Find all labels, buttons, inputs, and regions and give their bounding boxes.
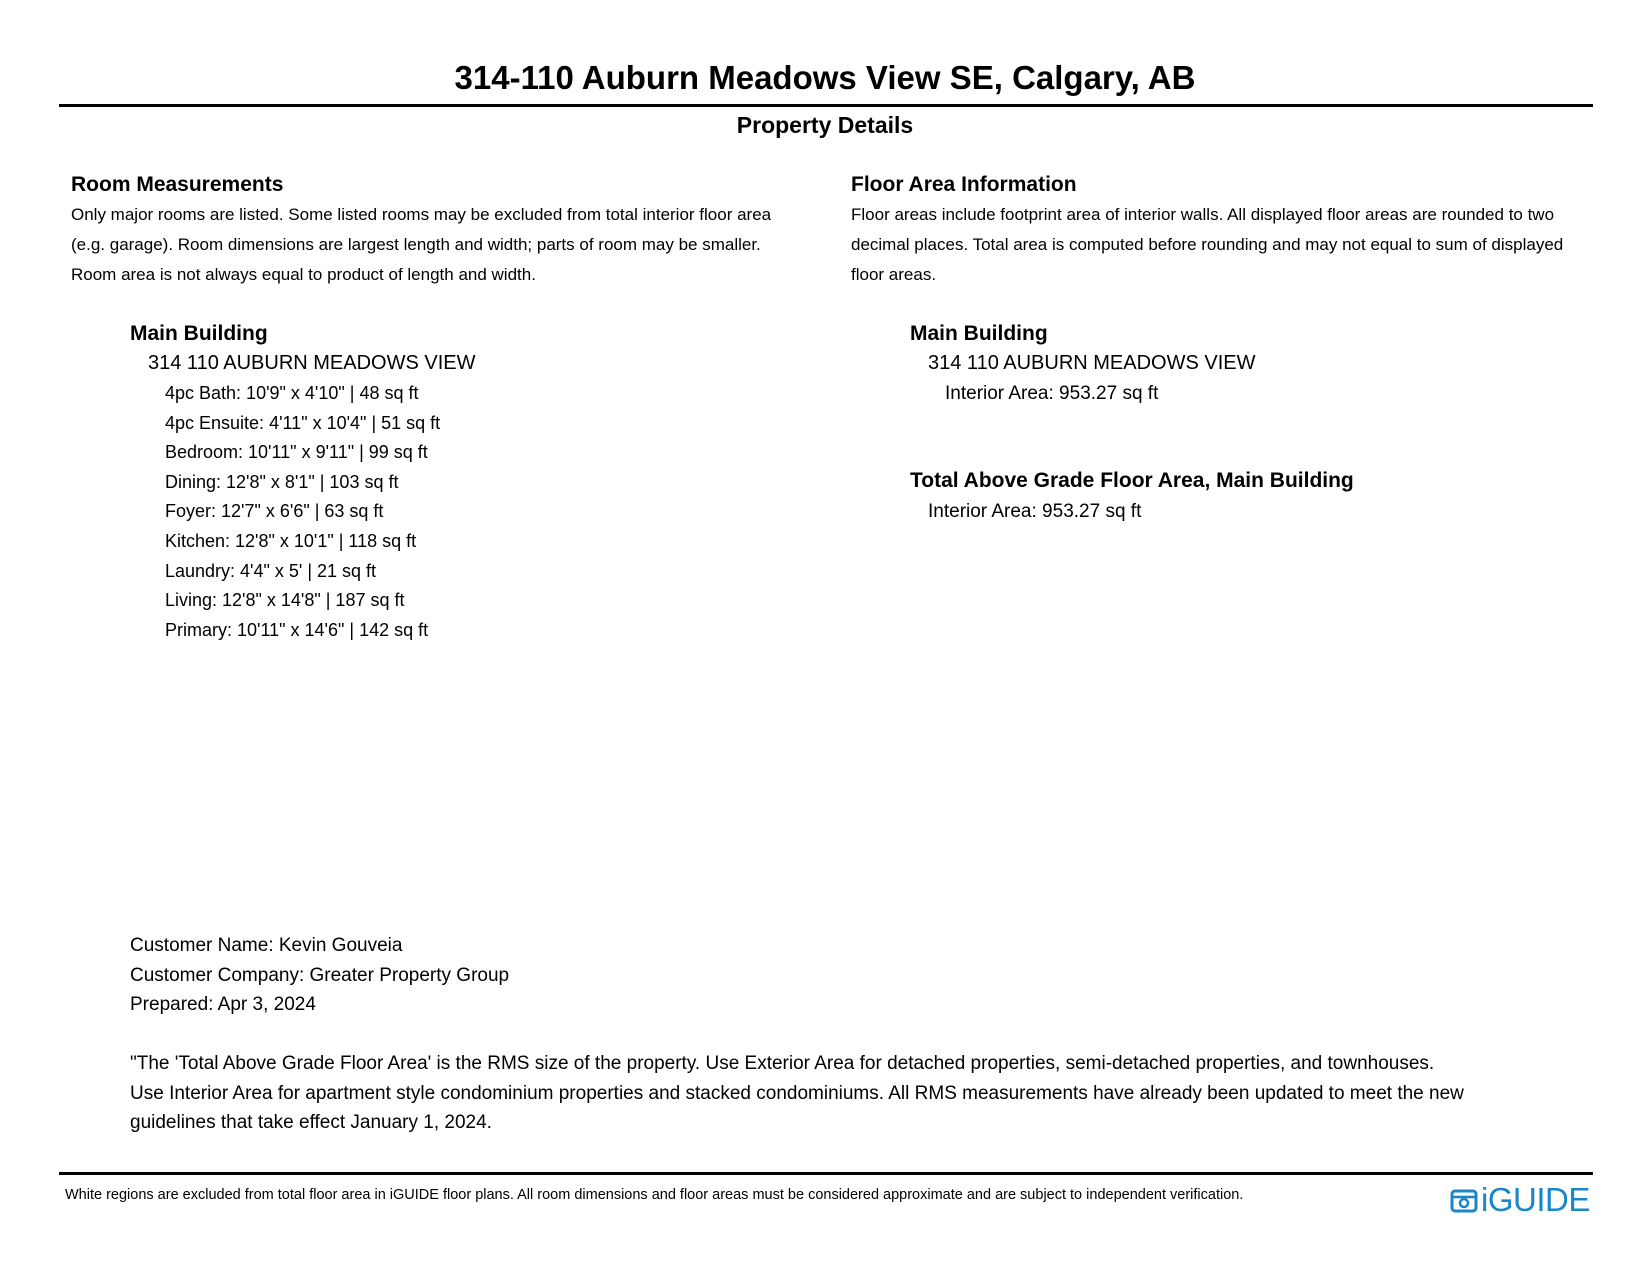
description-line: Only major rooms are listed. Some listed rooms may be excluded from total interior floor area <box>71 205 772 224</box>
page-subtitle: Property Details <box>736 112 914 138</box>
floor-area-heading: Floor Area Information <box>851 173 1077 196</box>
room-measurements-heading: Room Measurements <box>71 173 284 196</box>
page-title: 314-110 Auburn Meadows View SE, Calgary, AB <box>454 59 1196 96</box>
customer-company: Customer Company: Greater Property Group <box>130 964 510 986</box>
rms-note-line: guidelines that take effect January 1, 2024. <box>130 1112 492 1134</box>
rms-note-line: Use Interior Area for apartment style condominium properties and stacked condominiums. All RMS measurements have already been updated to meet the new <box>130 1082 1464 1104</box>
prepared-date: Prepared: Apr 3, 2024 <box>130 994 316 1016</box>
rooms-unit-name: 314 110 AUBURN MEADOWS VIEW <box>148 352 476 374</box>
floor-unit-name: 314 110 AUBURN MEADOWS VIEW <box>928 352 1256 374</box>
room-item: Dining: 12'8" x 8'1" | 103 sq ft <box>165 471 399 492</box>
footer-disclaimer: White regions are excluded from total floor area in iGUIDE floor plans. All room dimensions and floor areas must be considered approximate and are subject to independent verification. <box>65 1187 1244 1203</box>
description-line: decimal places. Total area is computed before rounding and may not equal to sum of displayed <box>851 235 1564 254</box>
description-line: Floor areas include footprint area of interior walls. All displayed floor areas are rounded to two <box>851 205 1555 224</box>
room-list <box>165 379 440 645</box>
rooms-building-heading: Main Building <box>130 322 268 345</box>
footer-divider <box>59 1172 1593 1175</box>
customer-details <box>130 931 509 1020</box>
description-line: floor areas. <box>851 265 937 284</box>
rms-note <box>130 1049 1464 1138</box>
logo-wordmark: iGUIDE <box>1481 1181 1590 1218</box>
iguide-camera-icon <box>1450 1186 1478 1214</box>
header-divider <box>59 104 1593 107</box>
room-item: Primary: 10'11" x 14'6" | 142 sq ft <box>165 619 429 640</box>
total-floor-area-heading: Total Above Grade Floor Area, Main Building <box>910 469 1354 492</box>
customer-name: Customer Name: Kevin Gouveia <box>130 935 403 956</box>
room-item: Foyer: 12'7" x 6'6" | 63 sq ft <box>165 501 384 522</box>
floor-area-description <box>851 200 1563 290</box>
total-interior-area: Interior Area: 953.27 sq ft <box>928 501 1142 522</box>
room-item: 4pc Ensuite: 4'11" x 10'4" | 51 sq ft <box>165 412 441 433</box>
rms-note-line: "The 'Total Above Grade Floor Area' is the RMS size of the property. Use Exterior Area for detached properties, semi-detached properties, and townhouses. <box>130 1053 1435 1074</box>
room-item: 4pc Bath: 10'9" x 4'10" | 48 sq ft <box>165 383 419 403</box>
description-line: (e.g. garage). Room dimensions are largest length and width; parts of room may be smaller. <box>71 235 761 254</box>
room-item: Laundry: 4'4" x 5' | 21 sq ft <box>165 560 377 581</box>
room-item: Kitchen: 12'8" x 10'1" | 118 sq ft <box>165 530 417 551</box>
iguide-logo <box>1450 1180 1590 1220</box>
room-measurements-description <box>71 200 771 290</box>
description-line: Room area is not always equal to product of length and width. <box>71 265 536 284</box>
floor-unit-interior-area: Interior Area: 953.27 sq ft <box>945 383 1159 404</box>
room-item: Living: 12'8" x 14'8" | 187 sq ft <box>165 590 405 611</box>
floor-building-heading: Main Building <box>910 322 1048 345</box>
room-item: Bedroom: 10'11" x 9'11" | 99 sq ft <box>165 442 428 463</box>
